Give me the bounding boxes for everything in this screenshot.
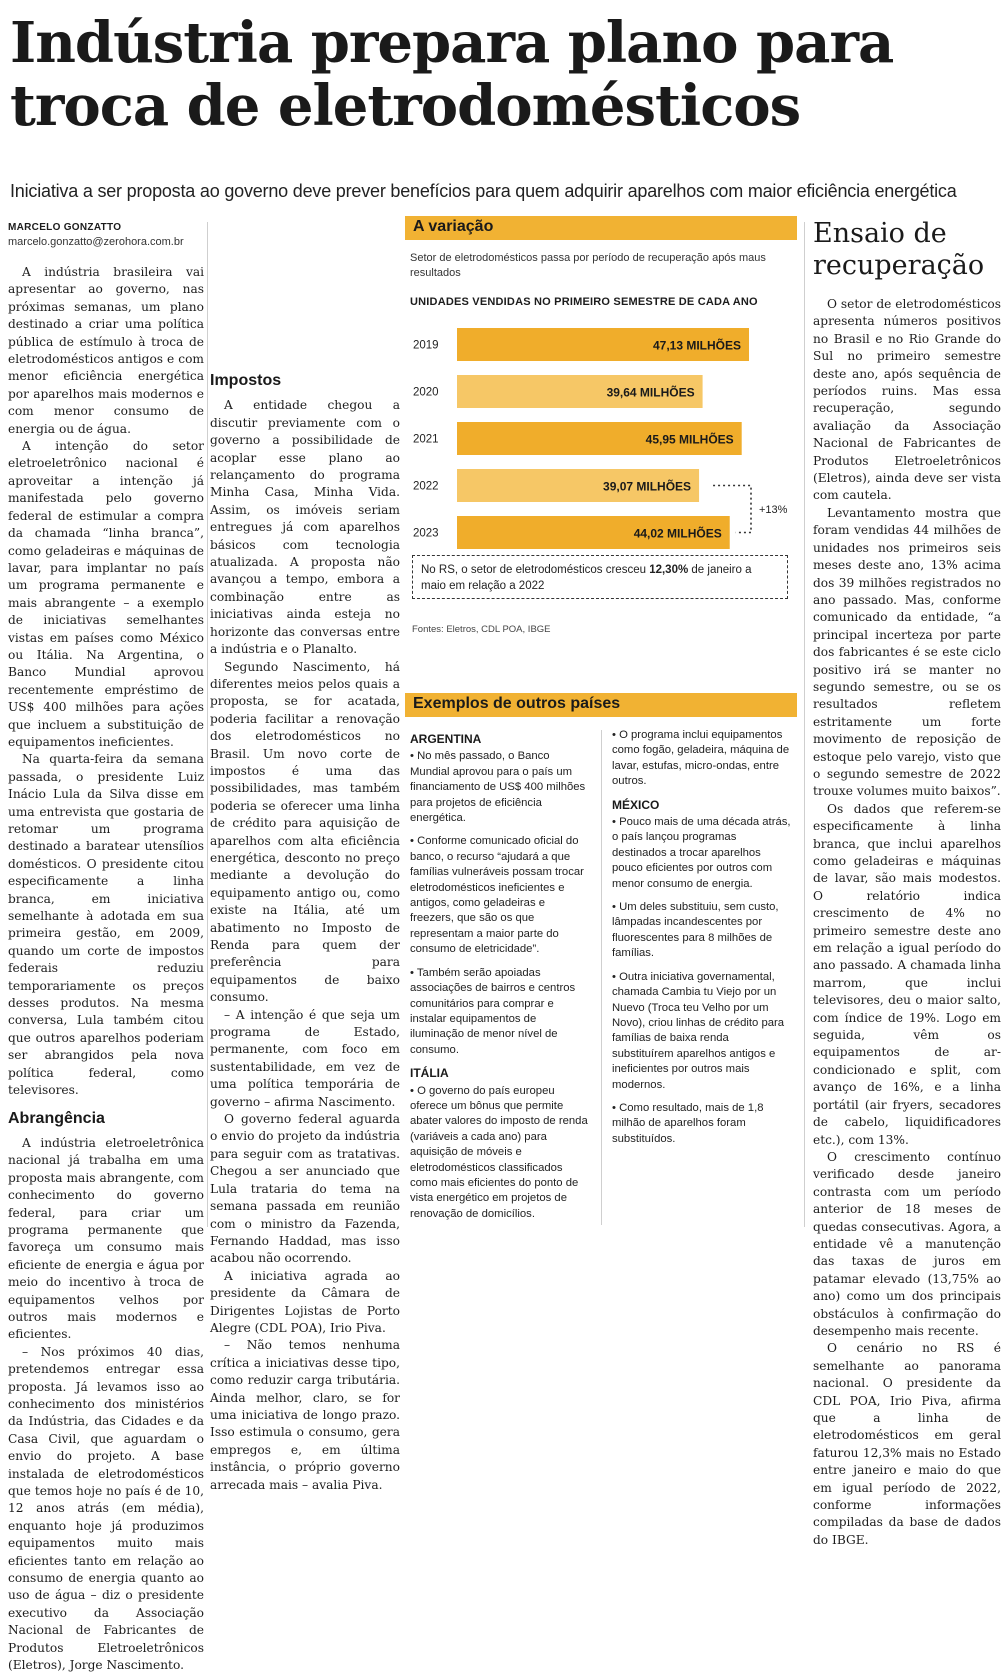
year-label-2021: 2021	[413, 433, 439, 446]
sidebar-paragraph: O cenário no RS é semelhante ao panorama nacional. O presidente da CDL POA, Irio Piva, afirma que a linha de eletrodomésticos em geral faturou 12,3% mais no Estado entre janeiro e maio do que em igual período de 2022, conforme informações compiladas da base de dados do IBGE.	[813, 1341, 1001, 1547]
value-label-2019: 47,13 MILHÕES	[652, 338, 741, 353]
variation-title: A variação	[405, 216, 797, 240]
value-label-2020: 39,64 MILHÕES	[606, 385, 695, 400]
article-paragraph: A entidade chegou a discutir previamente com o governo a possibilidade de acoplar esse plano ao relançamento do programa Minha Casa, Minha Vida. Assim, os imóveis seriam entregues já com aparelhos básicos com tecnologia atualizada. A proposta não avançou a tempo, embora a combinação entre as iniciativas ainda esteja no horizonte das conversas entre a indústria e o Planalto.	[210, 398, 400, 657]
article-paragraph: O governo federal aguarda o envio do projeto da indústria para seguir com as tratativas. Chegou a ser anunciado que Lula trataria do tema na semana passada em reunião com o ministro da Fazenda, Fernando Haddad, mas isso acabou não ocorrendo.	[210, 1112, 400, 1266]
article-column-2	[210, 364, 400, 1492]
year-label-2023: 2023	[413, 527, 439, 540]
sidebar-paragraph: O setor de eletrodomésticos apresenta números positivos no Brasil e no Rio Grande do Sul no primeiro semestre deste ano, após sequência de períodos ruins. Mas essa recuperação, segundo avaliação da Associação Nacional de Fabricantes de Produtos Eletroeletrônicos (Eletros), ainda deve ser vista com cautela.	[813, 297, 1001, 503]
chart-subtitle: UNIDADES VENDIDAS NO PRIMEIRO SEMESTRE DE CADA ANO	[410, 296, 758, 308]
note-text-end: de janeiro a maio em relação a 2022	[421, 564, 752, 592]
year-label-2022: 2022	[413, 480, 439, 493]
rs-growth-note	[412, 555, 788, 599]
sidebar-paragraph: Levantamento mostra que foram vendidas 44 milhões de unidades nos primeiros seis meses deste ano, 13% acima dos 39 milhões registrados no ano passado. Mas, conforme comunicado da entidade, “a principal incerteza por parte dos fabricantes é se este ciclo positivo irá se manter no segundo semestre, ou se os resultados refletem estritamente um forte movimento de reposição de estoque pelo varejo, visto que o segundo semestre de 2022 trouxe volumes muito baixos”.	[813, 505, 1001, 799]
example-item: • Um deles substituiu, sem custo, lâmpadas incandescentes por fluorescentes para 8 milhões de famílias.	[612, 901, 779, 960]
sidebar-title: Ensaio de recuperação	[813, 218, 985, 281]
article-paragraph: A indústria brasileira vai apresentar ao governo, nas próximas semanas, um plano destinado a criar uma política pública de estímulo à troca de eletrodomésticos antigos e com menor eficiência energética por aparelhos mais modernos e com menor consumo de energia ou de água.	[8, 265, 204, 436]
section-heading-abrangencia: Abrangência	[8, 1109, 105, 1127]
article-paragraph: – A intenção é que seja um programa de Estado, permanente, com foco em sustentabilidade, em vez de uma política temporária de governo – afirma Nascimento.	[210, 1007, 400, 1109]
value-label-2021: 45,95 MILHÕES	[645, 432, 734, 447]
sidebar-paragraph: O crescimento contínuo verificado desde janeiro contrasta com um período anterior de 18 meses de quedas consecutivas. Agora, a entidade vê a manutenção das taxas de juros em patamar elevado (13,75% ao ano) como um dos principais obstáculos à confirmação do desempenho mais recente.	[813, 1149, 1001, 1338]
section-heading-impostos: Impostos	[210, 372, 282, 389]
variation-description: Setor de eletrodomésticos passa por período de recuperação após maus resultados	[410, 252, 766, 279]
headline: Indústria prepara plano para troca de eletrodomésticos	[10, 10, 894, 139]
example-item: • No mês passado, o Banco Mundial aprovou para o país um financiamento de US$ 400 milhões para projetos de eficiência energética.	[410, 750, 586, 825]
subheadline: Iniciativa a ser proposta ao governo deve prever benefícios para quem adquirir aparelhos com maior eficiência energética	[10, 181, 957, 201]
value-label-2022: 39,07 MILHÕES	[603, 479, 692, 494]
year-label-2020: 2020	[413, 386, 439, 399]
chart-sources: Fontes: Eletros, CDL POA, IBGE	[412, 624, 551, 635]
example-item: • Pouco mais de uma década atrás, o país lançou programas destinados a trocar aparelhos pouco eficientes por outros com menor consumo de energia.	[612, 816, 791, 890]
column-divider	[207, 222, 208, 1227]
author-email[interactable]: marcelo.gonzatto@zerohora.com.br	[8, 236, 184, 248]
year-label-2019: 2019	[413, 339, 439, 352]
example-item: • Outra iniciativa governamental, chamada Cambia tu Viejo por un Nuevo (Troca teu Velho por um Novo), criou linhas de crédito para famílias de baixa renda substituírem aparelhos antigos e ineficientes por outros mais modernos.	[612, 970, 785, 1091]
note-highlight: 12,30%	[649, 564, 689, 576]
article-column-1	[8, 264, 204, 1673]
article-paragraph: Segundo Nascimento, há diferentes meios pelos quais a proposta, se for acatada, poderia facilitar a renovação dos eletrodomésticos no Brasil. Um novo corte de impostos é uma das possibilidades, mas também poderia se oferecer uma linha de crédito para aquisição de aparelhos com alta eficiência energética, desconto no preço mediante a devolução do equipamento antigo ou, como existe na Itália, até um abatimento no Imposto de Renda para quem der preferência para equipamentos de baixo consumo.	[210, 659, 400, 1005]
example-item: • Como resultado, mais de 1,8 milhão de aparelhos foram substituídos.	[612, 1101, 764, 1145]
example-item: • Conforme comunicado oficial do banco, o recurso “ajudará a que famílias vulneráveis possam trocar eletrodomésticos ineficientes e antigos, como geladeiras e freezers, que são os que representam a maior parte do consumo de eletricidade”.	[410, 835, 584, 956]
sales-bar-chart	[405, 315, 800, 555]
article-paragraph: A intenção do setor eletroeletrônico nacional é aproveitar a intenção já manifestada pelo governo federal de estimular a compra da chamada “linha branca”, como geladeiras e máquinas de lavar, para implantar no país um programa permanente e mais abrangente – a exemplo de iniciativas semelhantes vistas em países como México ou Itália. Na Argentina, o Banco Mundial aprovou recentemente empréstimo de US$ 400 milhões para ações que incluem a substituição de equipamentos ineficientes.	[8, 439, 204, 749]
sidebar-paragraph: Os dados que referem-se especificamente à linha branca, que inclui aparelhos como geladeiras e máquinas de lavar, são mais modestos. O relatório indica crescimento de 4% no primeiro semestre deste ano em relação a igual período do ano passado. A chamada linha marrom, que inclui televisores, deu o maior salto, com índice de 19%. Logo em seguida, vêm os equipamentos de ar-condicionado e split, com avanço de 16%, e a linha portátil (air fryers, secadores de cabelo, liquidificadores etc.), com 13%.	[813, 801, 1001, 1147]
value-label-2023: 44,02 MILHÕES	[633, 526, 722, 541]
examples-column-left	[410, 728, 588, 1228]
article-paragraph: – Não temos nenhuma crítica a iniciativas desse tipo, como reduzir carga tributária. Ainda melhor, claro, se for uma iniciativa de longo prazo. Isso estimula o consumo, gera empregos e, em última instância, o próprio governo arrecada mais – avalia Piva.	[210, 1338, 400, 1492]
article-paragraph: Na quarta-feira da semana passada, o presidente Luiz Inácio Lula da Silva disse em uma entrevista que gostaria de retomar um programa destinado a baratear utensílios domésticos. O presidente citou especificamente a linha branca, em iniciativa semelhante à adotada em sua primeira gestão, em 2009, quando um corte de impostos federais reduziu temporariamente os preços desses produtos. Na mesma conversa, Lula também citou que outros aparelhos poderiam ser abrangidos pela nova política federal, como televisores.	[8, 752, 204, 1098]
sidebar-column	[813, 296, 1001, 1547]
article-paragraph: – Nos próximos 40 dias, pretendemos entregar essa proposta. Já levamos isso ao conhecimento dos ministérios da Indústria, das Cidades e da Casa Civil, que aguardam o envio do projeto. A base instalada de eletrodomésticos que temos hoje no país é de 10, 12 anos atrás (em média), enquanto hoje já produzimos equipamentos muito mais eficientes tanto em relação ao consumo de energia quanto ao uso de água – diz o presidente executivo da Associação Nacional de Fabricantes de Produtos Eletroeletrônicos (Eletros), Jorge Nascimento.	[8, 1344, 204, 1673]
examples-title: Exemplos de outros países	[405, 693, 797, 717]
author-name: MARCELO GONZATTO	[8, 222, 122, 233]
example-item: • O governo do país europeu oferece um bônus que permite abater valores do imposto de renda (variáveis a cada ano) para aquisição de móveis e eletrodomésticos classificados como mais eficientes do ponto de vista energético em projetos de renovação de domicílios.	[410, 1084, 588, 1220]
country-heading-italia: ITÁLIA	[410, 1066, 449, 1081]
sidebar-divider	[804, 222, 805, 1227]
note-text: No RS, o setor de eletrodomésticos cresceu	[421, 564, 650, 576]
examples-column-right	[612, 728, 792, 1228]
country-heading-mexico: MÉXICO	[612, 797, 660, 812]
article-paragraph: A indústria eletroeletrônica nacional já trabalha em uma proposta mais abrangente, com conhecimento do governo federal, para criar um programa permanente que favoreça um consumo mais eficiente de energia e água por meio do incentivo à troca de equipamentos velhos por outros mais modernos e eficientes.	[8, 1135, 204, 1342]
example-item: • O programa inclui equipamentos como fogão, geladeira, máquina de lavar, estufas, micro-ondas, entre outros.	[612, 729, 790, 788]
country-heading-argentina: ARGENTINA	[410, 732, 482, 746]
change-label: +13%	[759, 504, 788, 516]
example-item: • Também serão apoiadas associações de bairros e centros comunitários para comprar e instalar equipamentos de iluminação de menor nível de consumo.	[410, 966, 576, 1056]
examples-divider	[601, 730, 602, 1225]
article-paragraph: A iniciativa agrada ao presidente da Câmara de Dirigentes Lojistas de Porto Alegre (CDL POA), Irio Piva.	[210, 1268, 400, 1335]
